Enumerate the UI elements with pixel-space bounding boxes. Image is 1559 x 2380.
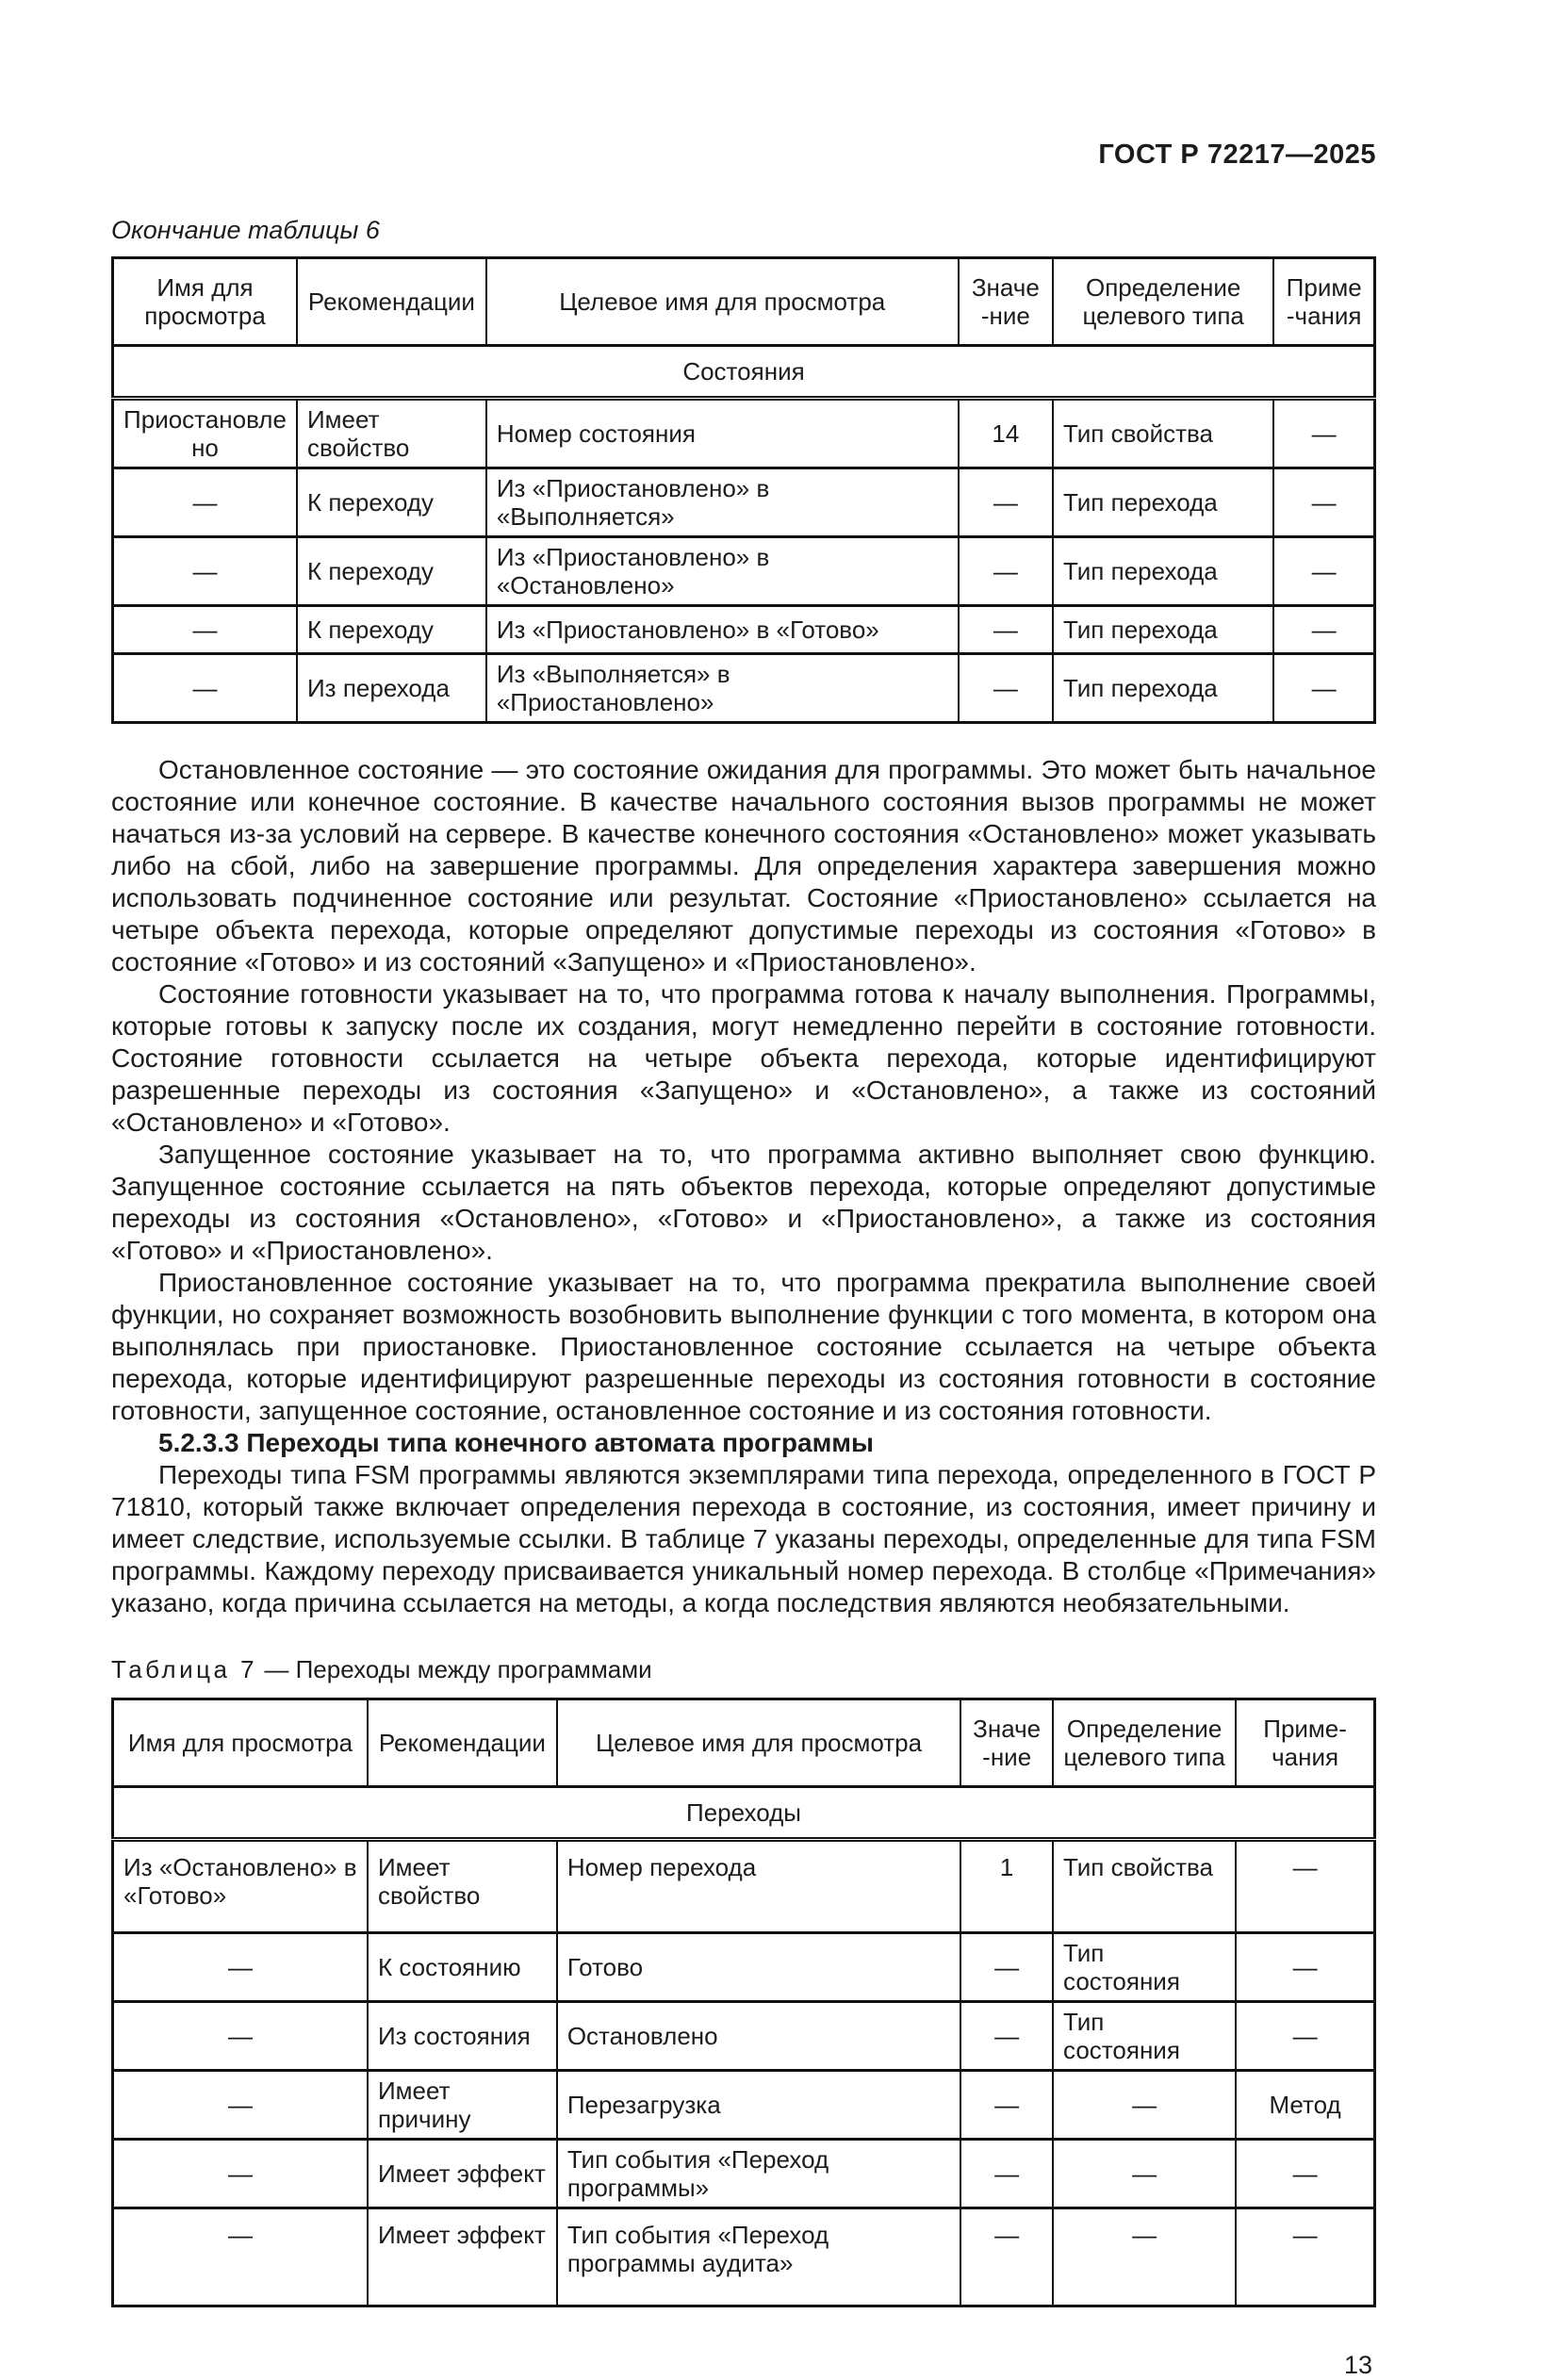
table-cell: Из «Остановлено» в «Готово»	[113, 1840, 368, 1933]
table-row	[113, 399, 1375, 468]
table-cell: Тип перехода	[1053, 468, 1273, 537]
table7-caption-label: Таблица 7	[111, 1655, 258, 1683]
table-cell: Тип состояния	[1053, 2002, 1236, 2071]
table-cell: —	[113, 2071, 368, 2140]
table-cell: К переходу	[297, 537, 486, 606]
table-cell: Тип события «Переход программы аудита»	[557, 2208, 960, 2306]
column-header: Значе-ние	[959, 258, 1053, 346]
table-cell: Тип перехода	[1053, 606, 1273, 654]
table7-section-label: Переходы	[113, 1787, 1375, 1840]
column-header: Определение целевого типа	[1053, 258, 1273, 346]
table-cell: Из «Выполняется» в «Приостановлено»	[486, 654, 959, 723]
table6-section-label: Состояния	[113, 346, 1375, 399]
table7-header-row	[113, 1699, 1375, 1787]
document-code: ГОСТ Р 72217—2025	[1098, 140, 1376, 170]
table-cell: Остановлено	[557, 2002, 960, 2071]
table-cell: —	[113, 654, 297, 723]
table7-caption	[111, 1655, 1376, 1684]
table-row	[113, 606, 1375, 654]
table6-header-row	[113, 258, 1375, 346]
table-row	[113, 1840, 1375, 1933]
table-cell: Тип события «Переход программы»	[557, 2140, 960, 2208]
table-cell: —	[113, 2002, 368, 2071]
table-cell: К состоянию	[368, 1933, 557, 2002]
table-cell: —	[1273, 606, 1374, 654]
column-header: Определение целевого типа	[1053, 1699, 1236, 1787]
table-cell: Номер перехода	[557, 1840, 960, 1933]
table-cell: Из «Приостановлено» в «Готово»	[486, 606, 959, 654]
table-cell: —	[960, 2002, 1053, 2071]
column-header: Приме-чания	[1273, 258, 1374, 346]
table-cell: —	[113, 1933, 368, 2002]
paragraph: Остановленное состояние — это состояние ожидания для программы. Это может быть начальное состояние или конечное состояние. В качестве начального состояния вызов программы не может начаться из-за условий на сервере. В качестве конечного состояния «Остановлено» может указывать либо на сбой, либо на завершение программы. Для определения характера завершения можно использовать подчиненное состояние или результат. Состояние «Приостановлено» ссылается на четыре объекта перехода, которые определяют допустимые переходы из состояния «Готово» в состояние «Готово» и из состояний «Запущено» и «Приостановлено».	[111, 755, 1376, 977]
table-cell: Готово	[557, 1933, 960, 2002]
column-header: Целевое имя для просмотра	[557, 1699, 960, 1787]
table-cell: —	[113, 2208, 368, 2306]
table-cell: 1	[960, 1840, 1053, 1933]
table-cell: —	[113, 468, 297, 537]
table-cell: —	[1273, 468, 1374, 537]
table-row	[113, 654, 1375, 723]
table-cell: —	[1236, 1933, 1374, 2002]
table-cell: Тип перехода	[1053, 654, 1273, 723]
table-cell: Из состояния	[368, 2002, 557, 2071]
section-heading: 5.2.3.3 Переходы типа конечного автомата программы	[158, 1428, 874, 1457]
paragraph: Состояние готовности указывает на то, что программа готова к началу выполнения. Программы, которые готовы к запуску после их создания, могут немедленно перейти в состояние готовности. Состояние готовности ссылается на четыре объекта перехода, которые идентифицируют разрешенные переходы из состояния «Запущено» и «Остановлено», а также из состояний «Остановлено» и «Готово».	[111, 979, 1376, 1137]
table-cell: Тип состояния	[1053, 1933, 1236, 2002]
table-cell: —	[1053, 2140, 1236, 2208]
table-cell: —	[1236, 1840, 1374, 1933]
table-cell: Перезагрузка	[557, 2071, 960, 2140]
column-header: Значе-ние	[960, 1699, 1053, 1787]
table-cell: Номер состояния	[486, 399, 959, 468]
paragraph: Переходы типа FSM программы являются экземплярами типа перехода, определенного в ГОСТ Р 71810, который также включает определения перехода в состояние, из состояния, имеет причину и имеет следствие, используемые ссылки. В таблице 7 указаны переходы, определенные для типа FSM программы. Каждому переходу присваивается уникальный номер перехода. В столбце «Примечания» указано, когда причина ссылается на методы, а когда последствия являются необязательными.	[111, 1460, 1376, 1617]
table-cell: —	[113, 606, 297, 654]
table-row	[113, 1933, 1375, 2002]
table-cell: —	[1273, 399, 1374, 468]
table7-section-row	[113, 1787, 1375, 1840]
table-cell: Метод	[1236, 2071, 1374, 2140]
table-cell: Имеет причину	[368, 2071, 557, 2140]
table-cell: —	[960, 2071, 1053, 2140]
page-number: 13	[1343, 2351, 1372, 2379]
table-cell: К переходу	[297, 468, 486, 537]
table-cell: Тип свойства	[1053, 1840, 1236, 1933]
table-cell: —	[1053, 2208, 1236, 2306]
table-cell: Тип перехода	[1053, 537, 1273, 606]
paragraph: Приостановленное состояние указывает на то, что программа прекратила выполнение своей функции, но сохраняет возможность возобновить выполнение функции с того момента, в котором она выполнялась при приостановке. Приостановленное состояние ссылается на четыре объекта перехода, которые идентифицируют разрешенные переходы из состояния готовности в состояние готовности, запущенное состояние, остановленное состояние и из состояния готовности.	[111, 1268, 1376, 1425]
table-row	[113, 2140, 1375, 2208]
column-header: Приме-чания	[1236, 1699, 1374, 1787]
table-cell: —	[960, 2208, 1053, 2306]
table-cell: —	[959, 468, 1053, 537]
table-cell: —	[960, 2140, 1053, 2208]
body-text	[111, 754, 1376, 1619]
table-cell: —	[959, 606, 1053, 654]
table-cell: —	[1053, 2071, 1236, 2140]
table6-caption: Окончание таблицы 6	[111, 216, 380, 244]
column-header: Имя для просмотра	[113, 258, 297, 346]
table-cell: —	[1236, 2140, 1374, 2208]
table-cell: 14	[959, 399, 1053, 468]
column-header: Рекомендации	[297, 258, 486, 346]
page-content	[111, 0, 1376, 2380]
table-cell: К переходу	[297, 606, 486, 654]
table-cell: —	[959, 537, 1053, 606]
table-row	[113, 2071, 1375, 2140]
table-cell: —	[113, 537, 297, 606]
table-cell: —	[1236, 2208, 1374, 2306]
table-cell: —	[1236, 2002, 1374, 2071]
column-header: Целевое имя для просмотра	[486, 258, 959, 346]
table-cell: Из «Приостановлено» в «Остановлено»	[486, 537, 959, 606]
table6	[111, 256, 1376, 724]
table7	[111, 1698, 1376, 2307]
table-cell: Из «Приостановлено» в «Выполняется»	[486, 468, 959, 537]
table-cell: —	[960, 1933, 1053, 2002]
table-cell: Тип свойства	[1053, 399, 1273, 468]
table-cell: Из перехода	[297, 654, 486, 723]
table-cell: —	[1273, 537, 1374, 606]
table7-caption-text: — Переходы между программами	[257, 1655, 652, 1683]
table-row	[113, 2002, 1375, 2071]
column-header: Имя для просмотра	[113, 1699, 368, 1787]
table6-section-row	[113, 346, 1375, 399]
table-row	[113, 2208, 1375, 2306]
table-cell: Приостановлено	[113, 399, 297, 468]
table-cell: Имеет эффект	[368, 2140, 557, 2208]
table-cell: —	[1273, 654, 1374, 723]
table-row	[113, 468, 1375, 537]
table-cell: —	[959, 654, 1053, 723]
table-cell: —	[113, 2140, 368, 2208]
table-row	[113, 537, 1375, 606]
paragraph: Запущенное состояние указывает на то, что программа активно выполняет свою функцию. Запущенное состояние ссылается на пять объектов перехода, которые определяют допустимые переходы из состояния «Остановлено», «Готово» и «Приостановлено», а также из состояния «Готово» и «Приостановлено».	[111, 1140, 1376, 1265]
column-header: Рекомендации	[368, 1699, 557, 1787]
table-cell: Имеет свойство	[297, 399, 486, 468]
table-cell: Имеет эффект	[368, 2208, 557, 2306]
table-cell: Имеет свойство	[368, 1840, 557, 1933]
